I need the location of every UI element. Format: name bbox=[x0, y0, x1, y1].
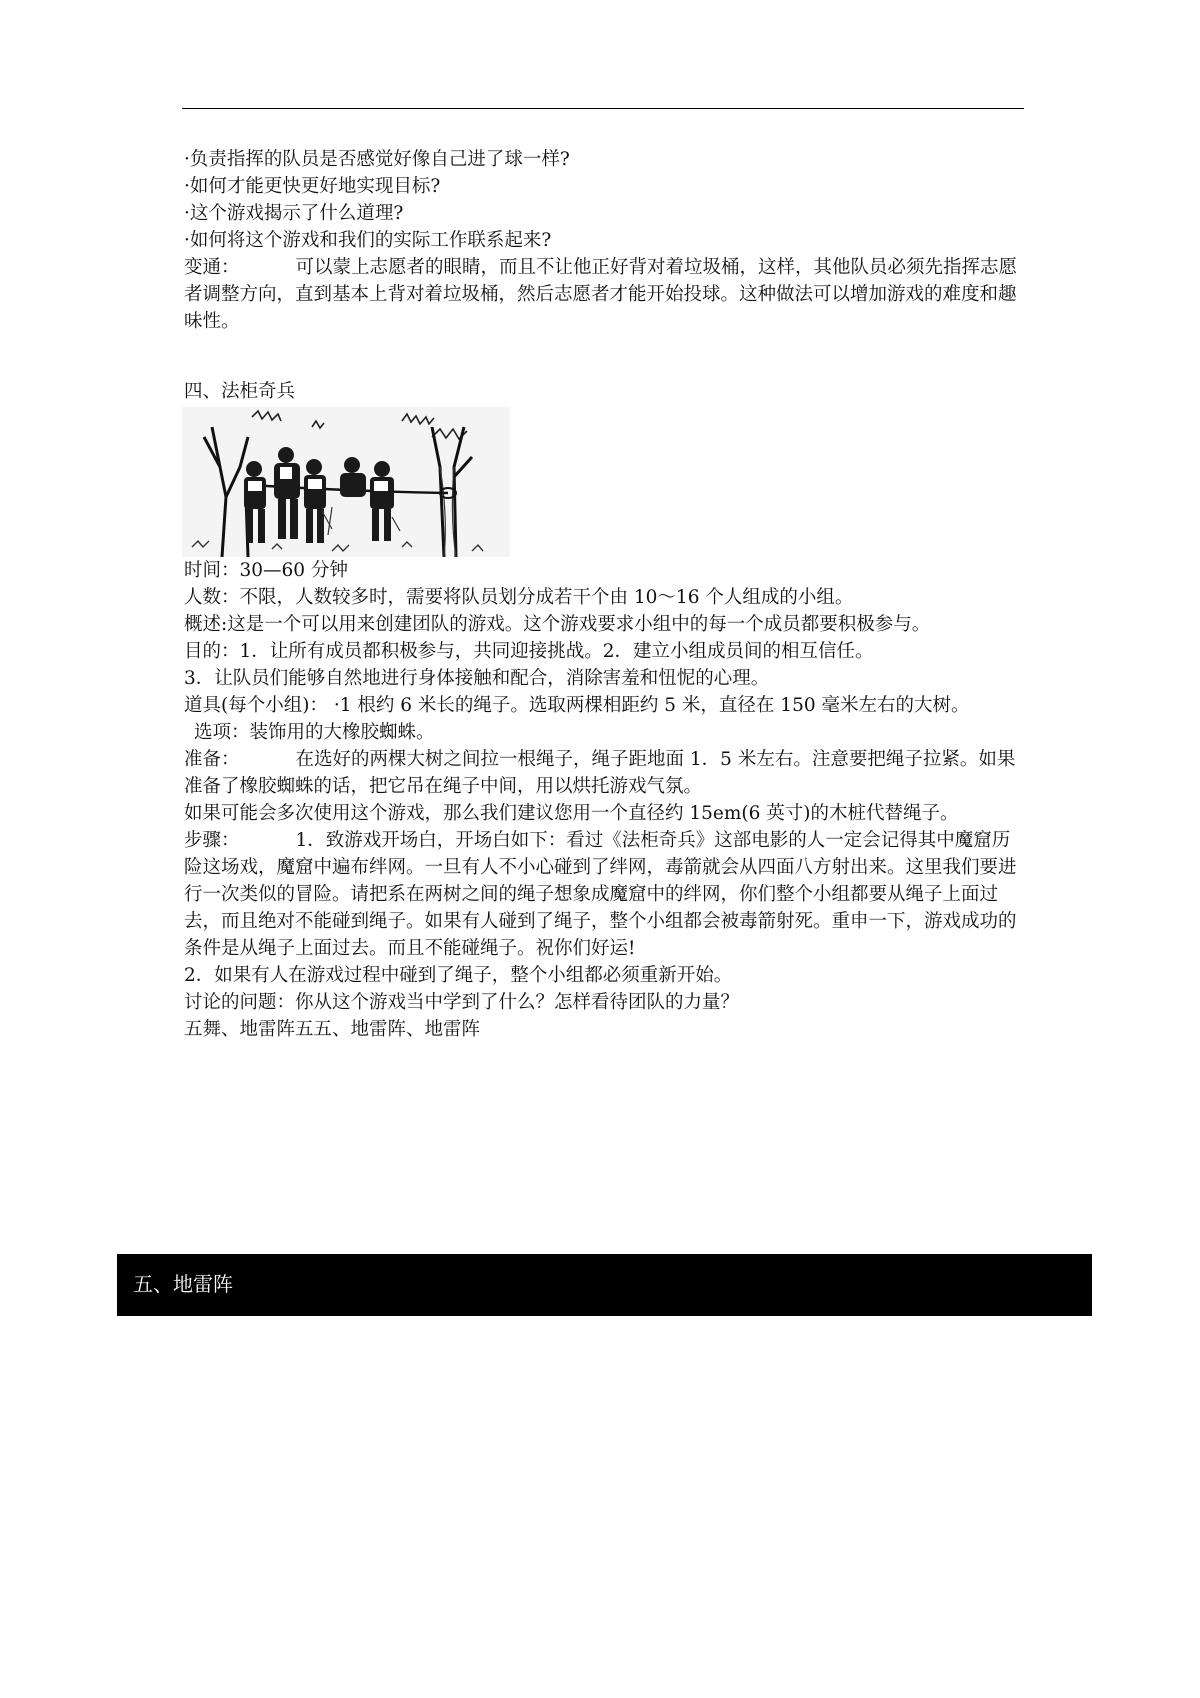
section-banner bbox=[117, 1254, 1092, 1316]
question-3: ·这个游戏揭示了什么道理? bbox=[184, 203, 404, 224]
steps-label: 步骤： bbox=[184, 830, 240, 851]
discussion-line: 讨论的问题：你从这个游戏当中学到了什么？怎样看待团队的力量？ bbox=[184, 992, 740, 1013]
header-rule bbox=[182, 108, 1024, 109]
props-line: 道具(每个小组)： ·1 根约 6 米长的绳子。选取两棵相距约 5 米，直径在 150 毫米左右的大树。 bbox=[184, 695, 970, 716]
variation-text: 可以蒙上志愿者的眼睛，而且不让他正好背对着垃圾桶，这样，其他队员必须先指挥志愿者调整方向，直到基本上背对着垃圾桶，然后志愿者才能开始投球。这种做法可以增加游戏的难度和趣味性。 bbox=[184, 257, 1018, 332]
prep-paragraph bbox=[184, 746, 1024, 800]
banner-title: 五、地雷阵 bbox=[133, 1272, 233, 1296]
prep-text: 在选好的两棵大树之间拉一根绳子，绳子距地面 1．5 米左右。注意要把绳子拉紧。如果准备了橡胶蜘蛛的话，把它吊在绳子中间，用以烘托游戏气氛。 bbox=[184, 749, 1016, 797]
document-body bbox=[184, 146, 1024, 1043]
variation-paragraph bbox=[184, 254, 1024, 335]
question-2: ·如何才能更快更好地实现目标? bbox=[184, 176, 441, 197]
option-line: 选项：装饰用的大橡胶蜘蛛。 bbox=[194, 722, 435, 743]
prep-label: 准备： bbox=[184, 749, 240, 770]
variation-label: 变通： bbox=[184, 257, 240, 278]
prep-note: 如果可能会多次使用这个游戏，那么我们建议您用一个直径约 15em(6 英寸)的木桩代替绳子。 bbox=[184, 803, 959, 824]
steps-text: 1．致游戏开场白，开场白如下：看过《法柜奇兵》这部电影的人一定会记得其中魔窟历险这场戏，魔窟中遍布绊网。一旦有人不小心碰到了绊网，毒箭就会从四面八方射出来。这里我们要进行一次类似的冒险。请把系在两树之间的绳子想象成魔窟中的绊网，你们整个小组都要从绳子上面过去，而且绝对不能碰到绳子。如果有人碰到了绳子，整个小组都会被毒箭射死。重申一下，游戏成功的条件是从绳子上面过去。而且不能碰绳子。祝你们好运! bbox=[184, 830, 1017, 959]
time-line: 时间：30—60 分钟 bbox=[184, 560, 348, 581]
people-line: 人数：不限，人数较多时，需要将队员划分成若干个由 10～16 个人组成的小组。 bbox=[184, 587, 854, 608]
trailer-line: 五舞、地雷阵五五、地雷阵、地雷阵 bbox=[184, 1019, 481, 1040]
step2-line: 2．如果有人在游戏过程中碰到了绳子，整个小组都必须重新开始。 bbox=[184, 965, 733, 986]
steps-paragraph bbox=[184, 827, 1024, 962]
goal3-line: 3．让队员们能够自然地进行身体接触和配合，消除害羞和忸怩的心理。 bbox=[184, 668, 770, 689]
question-4: ·如何将这个游戏和我们的实际工作联系起来? bbox=[184, 230, 552, 251]
illustration-image bbox=[182, 407, 510, 557]
section-heading: 四、法柜奇兵 bbox=[184, 381, 296, 402]
overview-line: 概述:这是一个可以用来创建团队的游戏。这个游戏要求小组中的每一个成员都要积极参与。 bbox=[184, 614, 931, 635]
goal-line: 目的：1．让所有成员都积极参与，共同迎接挑战。2．建立小组成员间的相互信任。 bbox=[184, 641, 874, 662]
question-1: ·负责指挥的队员是否感觉好像自己进了球一样? bbox=[184, 149, 570, 170]
